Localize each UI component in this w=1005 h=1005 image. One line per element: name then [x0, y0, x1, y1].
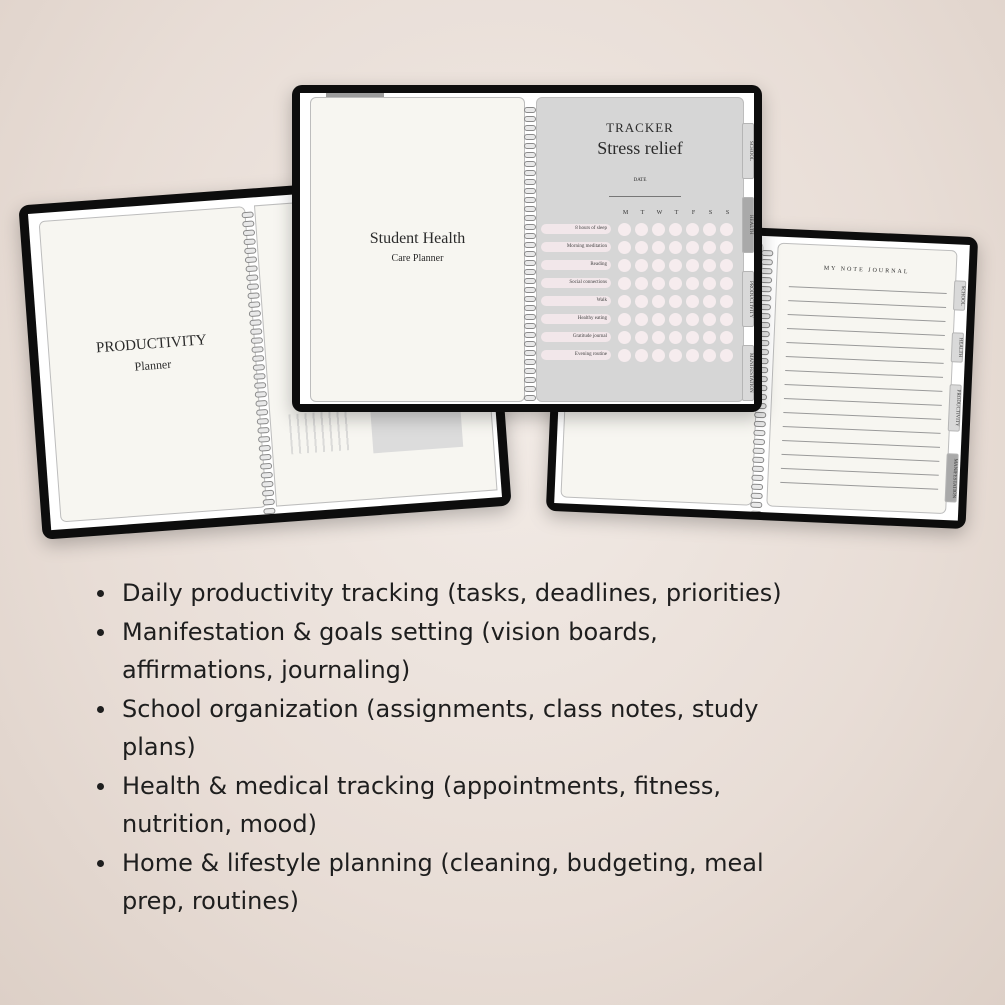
tracker-checkbox[interactable]: [652, 331, 665, 344]
tracker-row: [541, 274, 733, 292]
tracker-checkbox[interactable]: [669, 295, 682, 308]
cover-page: [310, 97, 525, 402]
tracker-checkbox[interactable]: [618, 223, 631, 236]
tracker-checkbox[interactable]: [635, 223, 648, 236]
journal-page: [766, 243, 957, 515]
day-label: F: [691, 210, 696, 216]
tracker-checkbox[interactable]: [703, 349, 716, 362]
tracker-checkbox[interactable]: [703, 259, 716, 272]
tracker-checkbox[interactable]: [720, 259, 733, 272]
cover-subtitle: Care Planner: [391, 253, 444, 264]
tab-health[interactable]: HEALTH: [742, 197, 754, 253]
tracker-checkbox[interactable]: [669, 313, 682, 326]
tracker-checkbox[interactable]: [669, 331, 682, 344]
tracker-checkbox[interactable]: [652, 349, 665, 362]
tracker-checkbox[interactable]: [686, 241, 699, 254]
tab-school[interactable]: SCHOOL: [742, 123, 754, 179]
tracker-checkbox[interactable]: [635, 277, 648, 290]
tab-school[interactable]: SCHOOL: [953, 280, 966, 311]
tracker-title: Stress relief: [597, 138, 683, 158]
day-label: S: [725, 210, 730, 216]
cover-page: [39, 206, 268, 522]
tracker-checkbox[interactable]: [703, 223, 716, 236]
spiral-binding: [524, 107, 536, 404]
tracker-checkbox[interactable]: [720, 331, 733, 344]
tab-productivity[interactable]: PRODUCTIVITY: [948, 384, 962, 431]
tracker-checkbox[interactable]: [686, 331, 699, 344]
tracker-row: [541, 346, 733, 364]
tracker-checkbox[interactable]: [652, 313, 665, 326]
tracker-checkbox[interactable]: [686, 259, 699, 272]
tracker-checkbox[interactable]: [635, 259, 648, 272]
tracker-checkbox[interactable]: [720, 277, 733, 290]
feature-item: Daily productivity tracking (tasks, deadlines, priorities): [94, 574, 794, 613]
tablet-screen: [300, 93, 754, 404]
tracker-checkbox[interactable]: [703, 331, 716, 344]
cover-title: Student Health: [369, 230, 466, 247]
tracker-row: [541, 256, 733, 274]
cover-subtitle: Planner: [134, 356, 172, 374]
tracker-row-label: Reading: [541, 260, 611, 270]
tracker-checkbox[interactable]: [669, 259, 682, 272]
tracker-checkbox[interactable]: [652, 241, 665, 254]
tracker-checkbox[interactable]: [686, 313, 699, 326]
tracker-checkbox[interactable]: [669, 223, 682, 236]
tracker-checkbox[interactable]: [618, 349, 631, 362]
day-label: S: [708, 210, 713, 216]
tracker-label: TRACKER: [606, 120, 674, 135]
day-headers: [617, 210, 736, 216]
tracker-row-label: Social connections: [541, 278, 611, 288]
day-label: T: [674, 210, 679, 216]
tracker-row-label: Gratitude journal: [541, 332, 611, 342]
tracker-row-label: Healthy eating: [541, 314, 611, 324]
tracker-checkbox[interactable]: [686, 277, 699, 290]
tracker-checkbox[interactable]: [618, 259, 631, 272]
tracker-checkbox[interactable]: [703, 295, 716, 308]
tracker-checkbox[interactable]: [720, 313, 733, 326]
feature-item: Manifestation & goals setting (vision boards, affirmations, journaling): [94, 613, 794, 690]
tracker-checkbox[interactable]: [652, 259, 665, 272]
tracker-row: [541, 220, 733, 238]
tracker-row-label: Morning meditation: [541, 242, 611, 252]
tracker-row-label: 8 hours of sleep: [541, 224, 611, 234]
tab-manifestation[interactable]: MANIFESTATION: [742, 345, 754, 401]
tracker-row: [541, 310, 733, 328]
tracker-checkbox[interactable]: [669, 349, 682, 362]
health-planner-tablet: [292, 85, 762, 412]
tracker-checkbox[interactable]: [720, 223, 733, 236]
tracker-checkbox[interactable]: [635, 331, 648, 344]
tracker-row: [541, 328, 733, 346]
mini-calendar: [288, 410, 351, 454]
tracker-row: [541, 238, 733, 256]
tracker-checkbox[interactable]: [686, 223, 699, 236]
tracker-rows: [541, 220, 733, 364]
tracker-row: [541, 292, 733, 310]
tracker-checkbox[interactable]: [686, 295, 699, 308]
tracker-checkbox[interactable]: [669, 277, 682, 290]
tracker-checkbox[interactable]: [703, 241, 716, 254]
tracker-checkbox[interactable]: [652, 277, 665, 290]
tracker-page: [536, 97, 744, 402]
day-label: W: [656, 210, 663, 216]
tracker-row-label: Evening routine: [541, 350, 611, 360]
tracker-checkbox[interactable]: [635, 241, 648, 254]
tracker-checkbox[interactable]: [618, 313, 631, 326]
tracker-checkbox[interactable]: [652, 295, 665, 308]
tracker-checkbox[interactable]: [618, 277, 631, 290]
tracker-checkbox[interactable]: [652, 223, 665, 236]
tracker-checkbox[interactable]: [703, 277, 716, 290]
day-label: M: [622, 210, 629, 216]
tab-health[interactable]: HEALTH: [951, 332, 964, 362]
feature-list: [94, 574, 794, 921]
tracker-checkbox[interactable]: [720, 349, 733, 362]
cover-title: PRODUCTIVITY: [95, 332, 208, 357]
tracker-checkbox[interactable]: [618, 241, 631, 254]
tab-productivity[interactable]: PRODUCTIVITY: [742, 271, 754, 327]
tracker-row-label: Walk: [541, 296, 611, 306]
tab-manifestation[interactable]: MANIFESTATION: [945, 453, 959, 503]
date-label: DATE: [633, 178, 647, 183]
tracker-checkbox[interactable]: [703, 313, 716, 326]
tracker-checkbox[interactable]: [635, 349, 648, 362]
tracker-checkbox[interactable]: [618, 331, 631, 344]
tracker-checkbox[interactable]: [686, 349, 699, 362]
feature-item: School organization (assignments, class notes, study plans): [94, 690, 794, 767]
tracker-checkbox[interactable]: [720, 241, 733, 254]
tracker-checkbox[interactable]: [720, 295, 733, 308]
feature-item: Home & lifestyle planning (cleaning, budgeting, meal prep, routines): [94, 844, 794, 921]
feature-item: Health & medical tracking (appointments, fitness, nutrition, mood): [94, 767, 794, 844]
day-label: T: [640, 210, 645, 216]
section-tabs: [742, 123, 754, 401]
tracker-checkbox[interactable]: [618, 295, 631, 308]
date-line: [609, 196, 681, 197]
tracker-checkbox[interactable]: [669, 241, 682, 254]
tracker-checkbox[interactable]: [635, 313, 648, 326]
journal-title: MY NOTE JOURNAL: [823, 265, 910, 276]
tracker-checkbox[interactable]: [635, 295, 648, 308]
